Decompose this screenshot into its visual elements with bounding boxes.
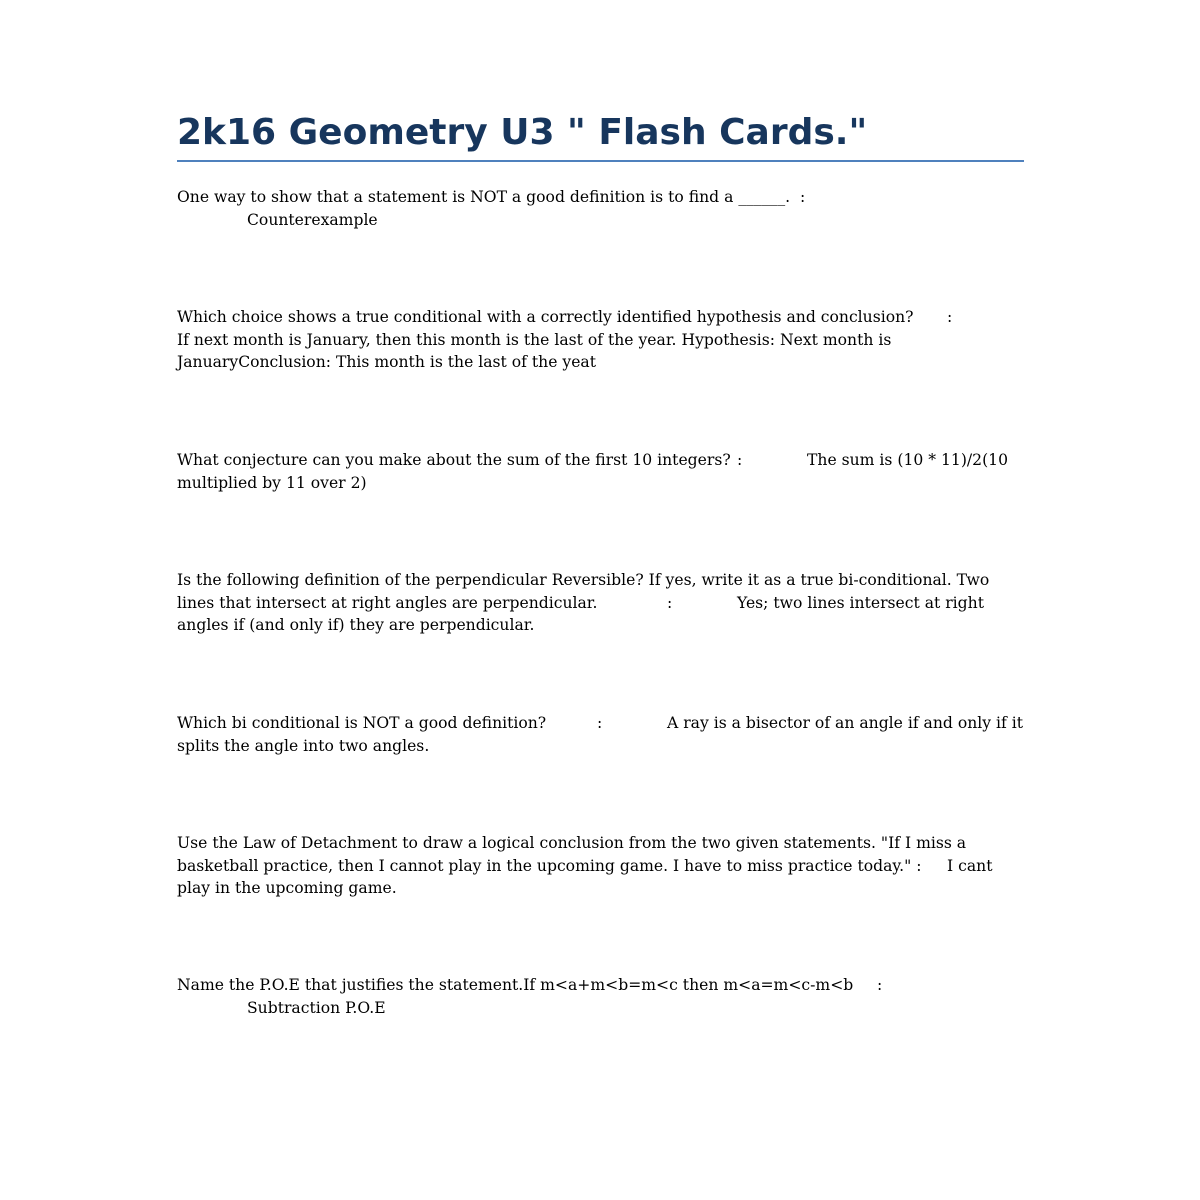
document-title: 2k16 Geometry U3 " Flash Cards." — [177, 110, 1024, 162]
flash-card-4: Is the following definition of the perpendicular Reversible? If yes, write it as a true bi-conditional. Two lines that intersect at right angles are perpendicular. : Yes; two lines intersect at right angles if (and only if) they are perpendicular. — [177, 571, 995, 635]
flash-card-2: Which choice shows a true conditional with a correctly identified hypothesis and conclusion? : If next month is January, then this month is the last of the year. Hypothesis: Next month is JanuaryConclusion: This month is the last of the yeat — [177, 308, 1017, 372]
flash-card-5: Which bi conditional is NOT a good definition? : A ray is a bisector of an angle if and only if it splits the angle into two angles. — [177, 714, 1028, 755]
flash-card-3: What conjecture can you make about the sum of the first 10 integers? : The sum is (10 * 11)/2(10 multiplied by 11 over 2) — [177, 451, 1013, 492]
document-page — [177, 110, 1024, 162]
flash-card-1: One way to show that a statement is NOT a good definition is to find a ______. : Counterexample — [177, 188, 806, 229]
flash-card-6: Use the Law of Detachment to draw a logical conclusion from the two given statements. "If I miss a basketball practice, then I cannot play in the upcoming game. I have to miss practice today." : I cant play in the upcoming game. — [177, 834, 998, 898]
flash-card-7: Name the P.O.E that justifies the statement.If m<a+m<b=m<c then m<a=m<c-m<b : Subtraction P.O.E — [177, 976, 883, 1017]
